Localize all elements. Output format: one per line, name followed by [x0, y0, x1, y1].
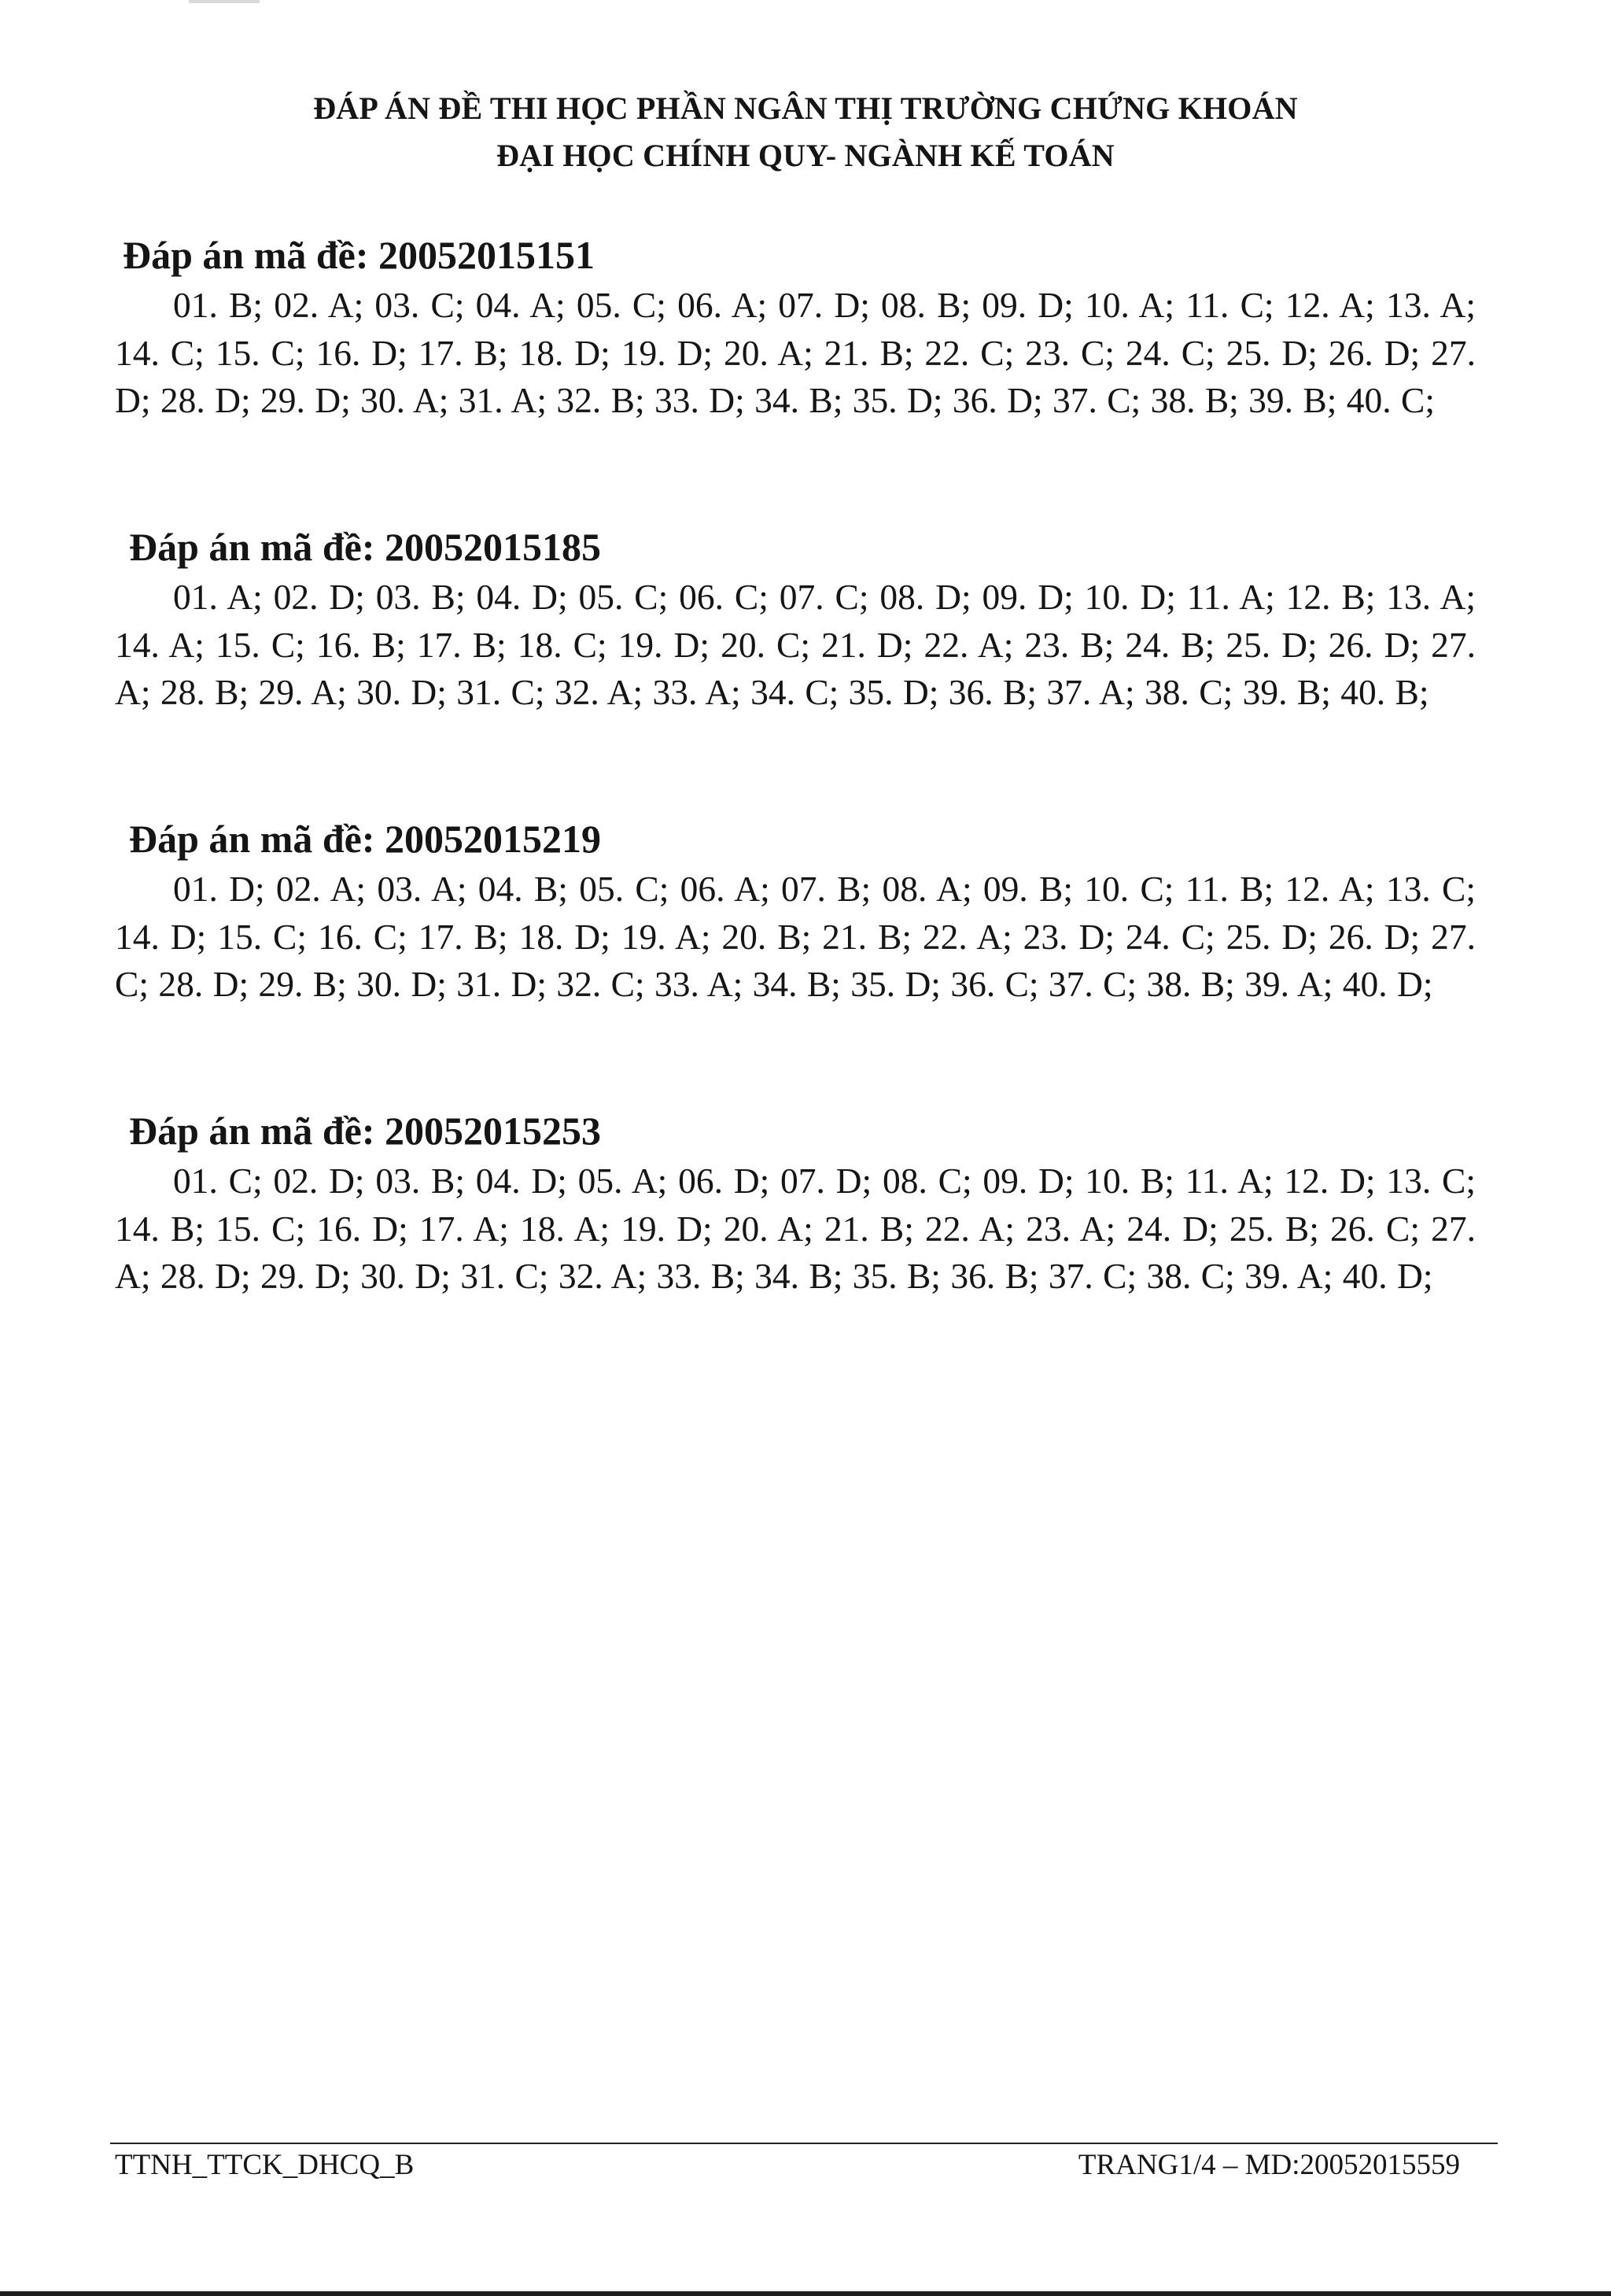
document-header	[0, 85, 1611, 179]
header-title-line-2: ĐẠI HỌC CHÍNH QUY- NGÀNH KẾ TOÁN	[496, 138, 1115, 173]
answer-section	[115, 1107, 1476, 1301]
header-title-line-1: ĐÁP ÁN ĐỀ THI HỌC PHẦN NGÂN THỊ TRƯỜNG CHỨNG KHOÁN	[313, 90, 1298, 126]
answer-key-text: 01. C; 02. D; 03. B; 04. D; 05. A; 06. D; 07. D; 08. C; 09. D; 10. B; 11. A; 12. D; 13. C; 14. B; 15. C; 16. D; 17. A; 18. A; 19. D; 20. A; 21. B; 22. A; 23. A; 24. D; 25. B; 26. C; 27. A; 28. D; 29. D; 30. D; 31. C; 32. A; 33. B; 34. B; 35. B; 36. B; 37. C; 38. C; 39. A; 40. D;	[115, 1161, 1476, 1296]
scan-artifact-top	[189, 0, 260, 3]
footer-page-number: TRANG1/4 – MD:20052015559	[1078, 2149, 1460, 2181]
answer-section-title: Đáp án mã đề: 20052015219	[129, 817, 602, 861]
answer-section	[115, 523, 1476, 717]
answer-key-text: 01. D; 02. A; 03. A; 04. B; 05. C; 06. A; 07. B; 08. A; 09. B; 10. C; 11. B; 12. A; 13. C; 14. D; 15. C; 16. C; 17. B; 18. D; 19. A; 20. B; 21. B; 22. A; 23. D; 24. C; 25. D; 26. D; 27. C; 28. D; 29. B; 30. D; 31. D; 32. C; 33. A; 34. B; 35. D; 36. C; 37. C; 38. B; 39. A; 40. D;	[115, 869, 1476, 1004]
answer-section	[115, 815, 1476, 1009]
footer-document-code: TTNH_TTCK_DHCQ_B	[115, 2149, 415, 2181]
answer-key-text: 01. B; 02. A; 03. C; 04. A; 05. C; 06. A; 07. D; 08. B; 09. D; 10. A; 11. C; 12. A; 13. A; 14. C; 15. C; 16. D; 17. B; 18. D; 19. D; 20. A; 21. B; 22. C; 23. C; 24. C; 25. D; 26. D; 27. D; 28. D; 29. D; 30. A; 31. A; 32. B; 33. D; 34. B; 35. D; 36. D; 37. C; 38. B; 39. B; 40. C;	[115, 285, 1476, 420]
answer-section-title: Đáp án mã đề: 20052015253	[129, 1109, 602, 1153]
scan-artifact-bottom	[0, 2291, 1611, 2296]
answer-section-title: Đáp án mã đề: 20052015185	[129, 525, 602, 569]
answer-section-title: Đáp án mã đề: 20052015151	[123, 233, 595, 277]
answer-section	[115, 231, 1476, 425]
footer-divider	[110, 2143, 1498, 2144]
answer-key-text: 01. A; 02. D; 03. B; 04. D; 05. C; 06. C; 07. C; 08. D; 09. D; 10. D; 11. A; 12. B; 13. A; 14. A; 15. C; 16. B; 17. B; 18. C; 19. D; 20. C; 21. D; 22. A; 23. B; 24. B; 25. D; 26. D; 27. A; 28. B; 29. A; 30. D; 31. C; 32. A; 33. A; 34. C; 35. D; 36. B; 37. A; 38. C; 39. B; 40. B;	[115, 577, 1476, 712]
